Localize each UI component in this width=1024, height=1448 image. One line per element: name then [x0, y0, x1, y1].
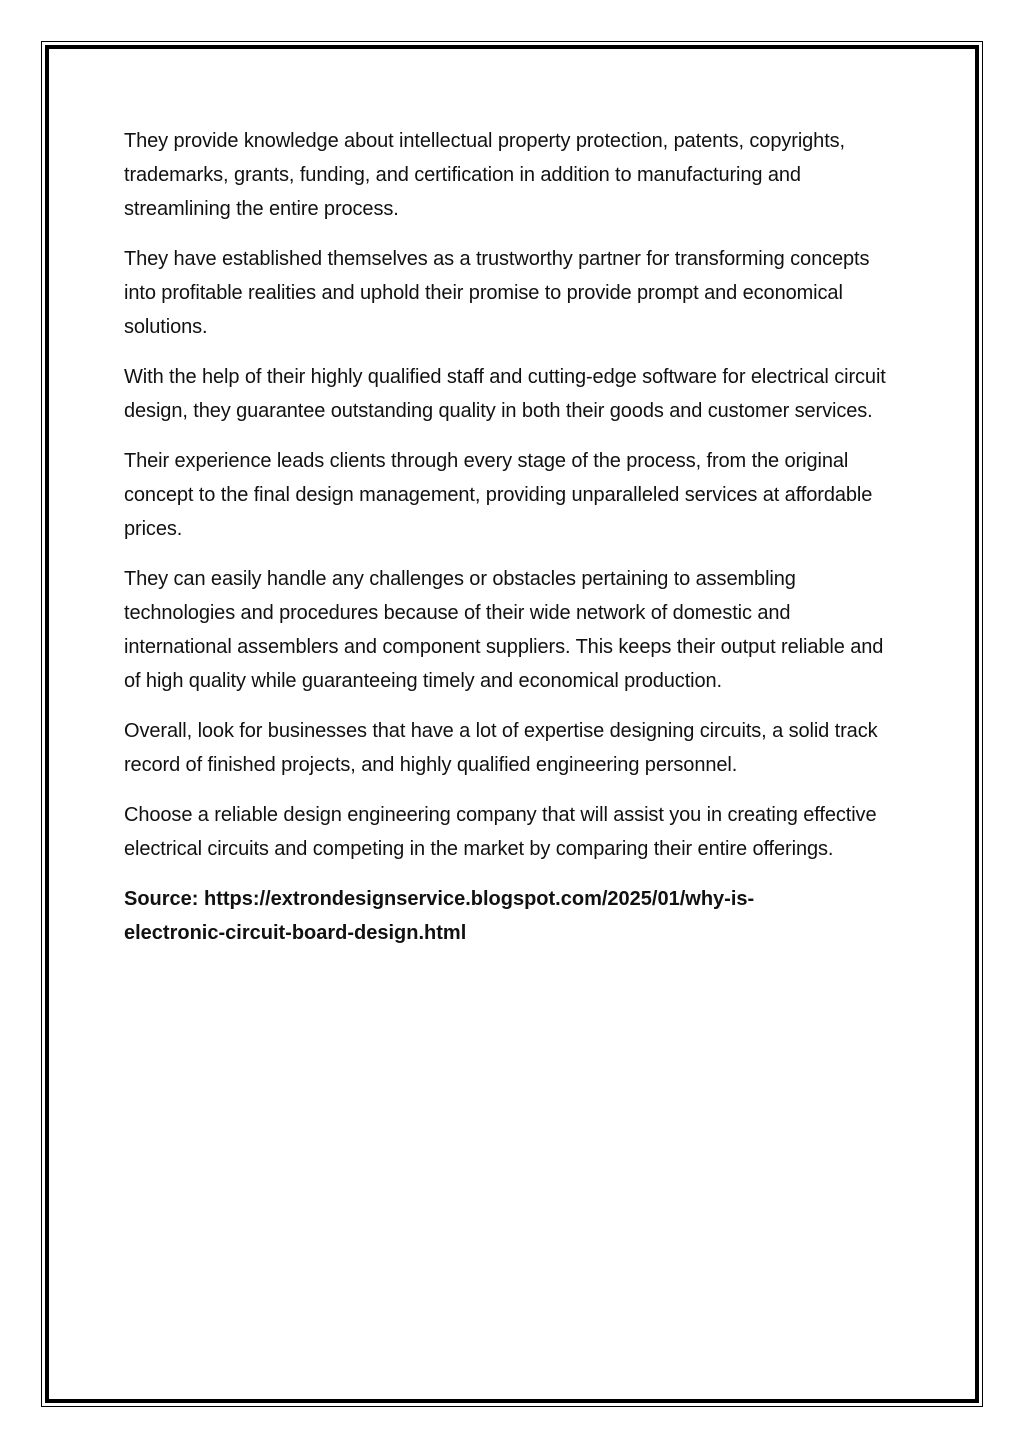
document-body	[124, 124, 900, 950]
paragraph-client-experience: Their experience leads clients through every stage of the process, from the original concept to the final design management, providing unparalleled services at affordable prices.	[124, 450, 873, 540]
paragraph-assembler-network: They can easily handle any challenges or obstacles pertaining to assembling technologies and procedures because of their wide network of domestic and international assemblers and component suppliers. This keeps their output reliable and of high quality while guaranteeing timely and economical production.	[124, 568, 884, 692]
paragraph-ip-protection: They provide knowledge about intellectual property protection, patents, copyrights, trademarks, grants, funding, and certification in addition to manufacturing and streamlining the entire process.	[124, 130, 846, 220]
paragraph-trustworthy-partner: They have established themselves as a trustworthy partner for transforming concepts into profitable realities and uphold their promise to provide prompt and economical solutions.	[124, 248, 870, 338]
paragraph-choose-company: Choose a reliable design engineering company that will assist you in creating effective electrical circuits and competing in the market by comparing their entire offerings.	[124, 804, 877, 860]
paragraph-overall-advice: Overall, look for businesses that have a lot of expertise designing circuits, a solid track record of finished projects, and highly qualified engineering personnel.	[124, 720, 878, 776]
paragraph-qualified-staff: With the help of their highly qualified staff and cutting-edge software for electrical circuit design, they guarantee outstanding quality in both their goods and customer services.	[124, 366, 886, 422]
source-citation	[124, 882, 900, 950]
source-line-1: Source: https://extrondesignservice.blogspot.com/2025/01/why-is-	[124, 888, 755, 910]
source-line-2: electronic-circuit-board-design.html	[124, 922, 467, 944]
